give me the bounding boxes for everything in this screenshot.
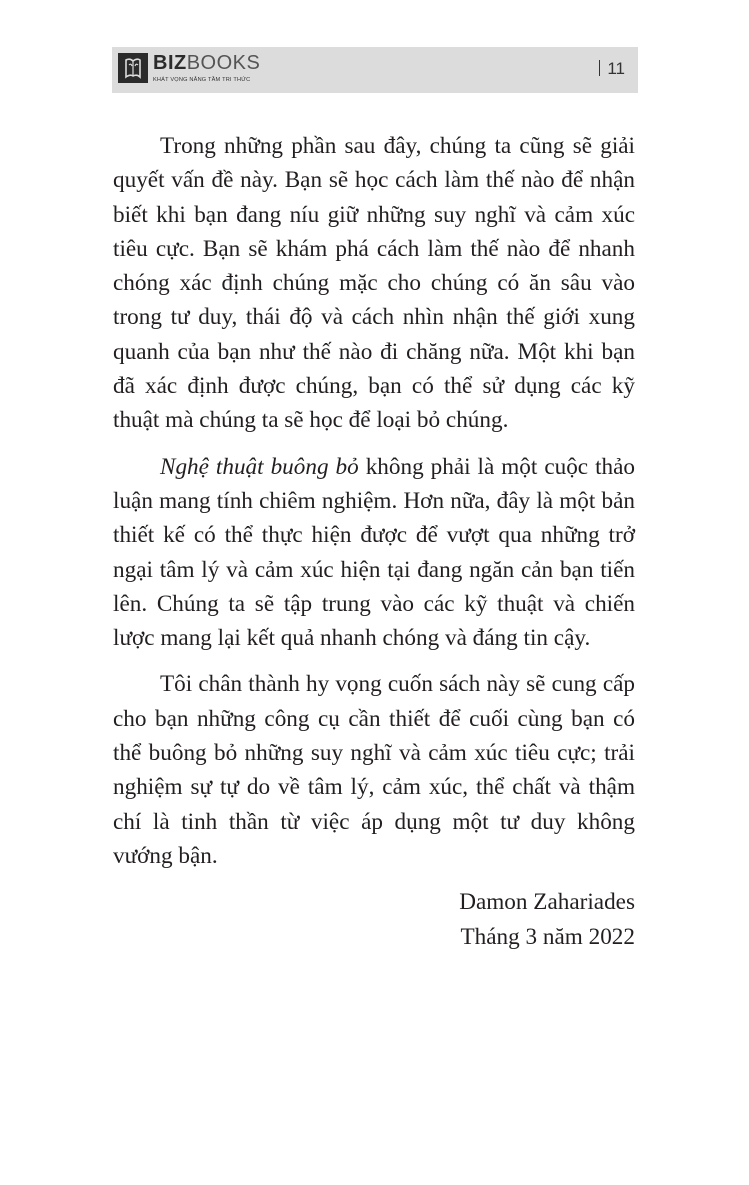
book-title-italic: Nghệ thuật buông bỏ [160, 453, 359, 480]
bizbooks-logo-icon [118, 53, 148, 83]
paragraph-2: Nghệ thuật buông bỏ không phải là một cuộc thảo luận mang tính chiêm nghiệm. Hơn nữa, đây là một bản thiết kế có thể thực hiện được để vượt qua những trở ngại tâm lý và cảm xúc hiện tại đang ngăn cản bạn tiến lên. Chúng ta sẽ tập trung vào các kỹ thuật và chiến lược mang lại kết quả nhanh chóng và đáng tin cậy. [113, 453, 635, 652]
page-body [113, 129, 635, 954]
signature-block [113, 885, 635, 954]
paragraph-1: Trong những phần sau đây, chúng ta cũng sẽ giải quyết vấn đề này. Bạn sẽ học cách làm thế nào để nhận biết khi bạn đang níu giữ những suy nghĩ và cảm xúc tiêu cực. Bạn sẽ khám phá cách làm thế nào để nhanh chóng xác định chúng mặc cho chúng có ăn sâu vào trong tư duy, thái độ và cách nhìn nhận thế giới xung quanh của bạn như thế nào đi chăng nữa. Một khi bạn đã xác định được chúng, bạn có thể sử dụng các kỹ thuật mà chúng ta sẽ học để loại bỏ chúng. [113, 133, 635, 434]
author-name: Damon Zahariades [459, 889, 635, 916]
paragraph-3: Tôi chân thành hy vọng cuốn sách này sẽ cung cấp cho bạn những công cụ cần thiết để cuối cùng bạn có thể buông bỏ những suy nghĩ và cảm xúc tiêu cực; trải nghiệm sự tự do về tâm lý, cảm xúc, thể chất và thậm chí là tinh thần từ việc áp dụng một tư duy không vướng bận. [113, 671, 635, 869]
signature-date: Tháng 3 năm 2022 [460, 923, 635, 950]
brand-name: BIZBOOKS [153, 52, 261, 74]
page-number: 11 [599, 59, 625, 79]
page-header [112, 47, 638, 93]
brand-tagline: KHÁT VỌNG NÂNG TẦM TRI THỨC [153, 77, 251, 83]
